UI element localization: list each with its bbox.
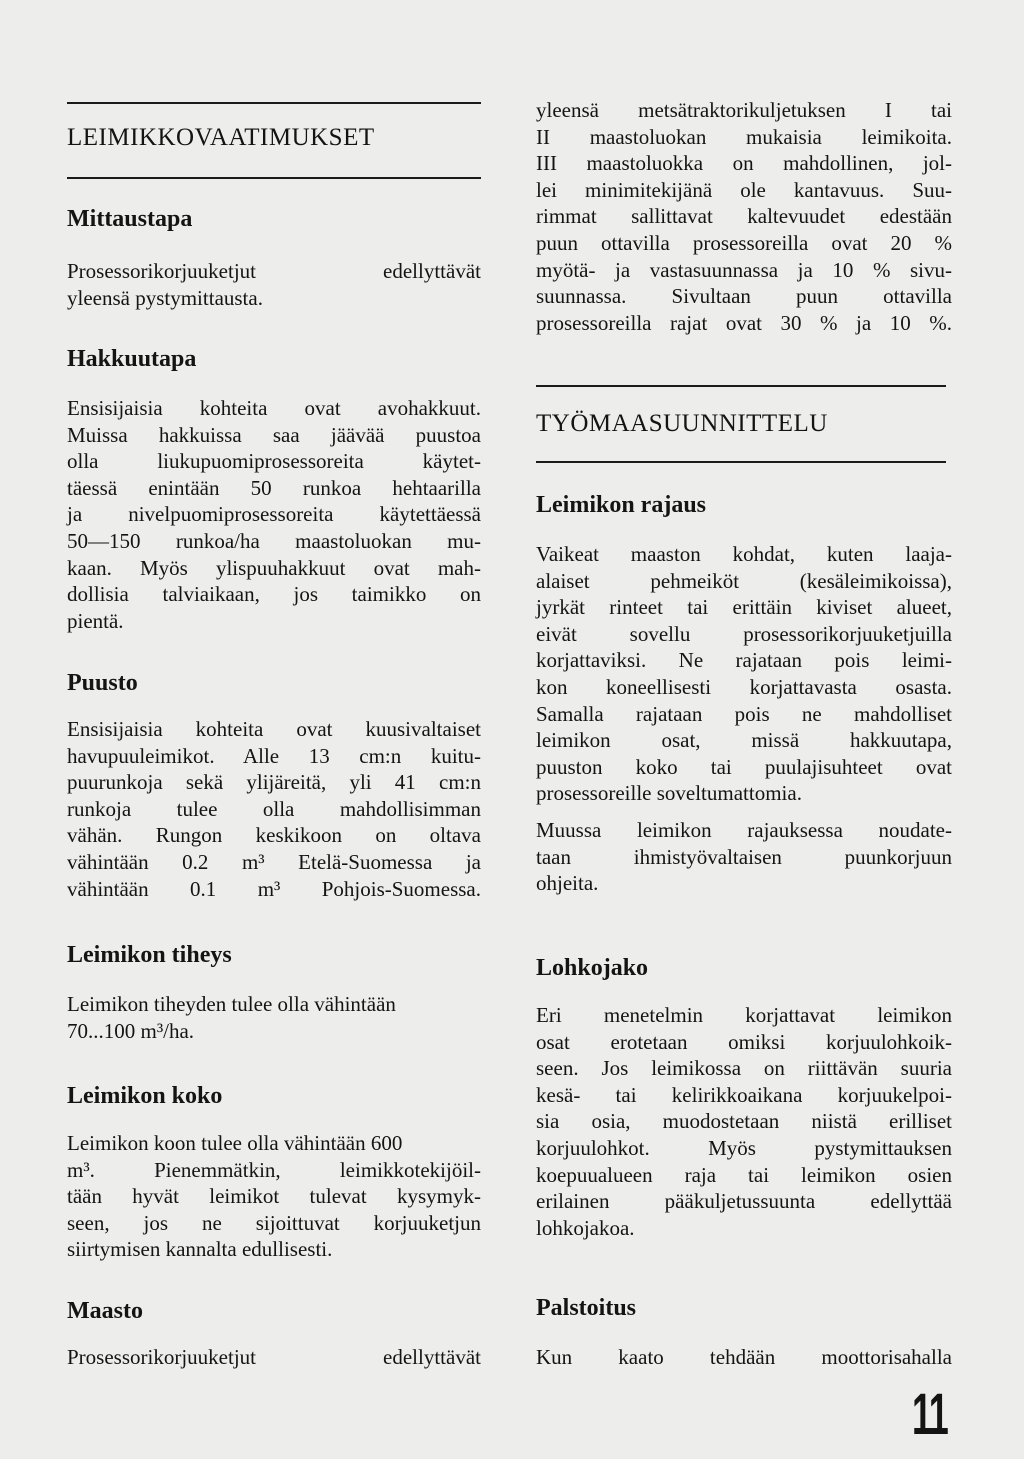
text-line: myötä- ja vastasuunnassa ja 10 % sivu- [536, 257, 952, 282]
text-line: osat erotetaan omiksi korjuulohkoik- [536, 1029, 952, 1054]
text-line: yleensä pystymittausta. [67, 285, 263, 310]
text-line: korjattaviksi. Ne rajataan pois leimi- [536, 648, 952, 673]
paragraph-leimikon-rajaus-2 [536, 817, 952, 897]
text-line: seen, jos ne sijoittuvat korjuuketjun [67, 1210, 481, 1235]
text-line: lohkojakoa. [536, 1215, 635, 1240]
paragraph-mittaustapa [67, 258, 481, 311]
section-rule-bottom [67, 177, 481, 179]
paragraph-hakkuutapa [67, 395, 481, 634]
heading-mittaustapa: Mittaustapa [67, 206, 193, 232]
paragraph-maasto [67, 1344, 481, 1371]
text-line: kaan. Myös ylispuuhakkuut ovat mah- [67, 555, 481, 580]
paragraph-leimikon-koko [67, 1130, 481, 1263]
section-title: TYÖMAASUUNNITTELU [536, 410, 828, 437]
text-line: täessä enintään 50 runkoa hehtaarilla [67, 475, 481, 500]
heading-maasto: Maasto [67, 1298, 143, 1324]
text-line: eivät sovellu prosessorikorjuuketjuilla [536, 621, 952, 646]
text-line: Prosessorikorjuuketjut edellyttävät [67, 259, 481, 283]
text-line: ohjeita. [536, 871, 599, 896]
text-line: tään hyvät leimikot tulevat kysymyk- [67, 1184, 481, 1209]
section-rule-top [536, 385, 946, 387]
text-line: Muissa hakkuissa saa jäävää puustoa [67, 422, 481, 447]
paragraph-leimikon-tiheys [67, 991, 481, 1044]
page-number: 11 [912, 1382, 948, 1447]
text-line: runkoja tulee olla mahdollisimman [67, 796, 481, 821]
text-line: Prosessorikorjuuketjut edellyttävät [67, 1345, 481, 1369]
text-line: II maastoluokan mukaisia leimikoita. [536, 124, 952, 149]
heading-lohkojako: Lohkojako [536, 955, 649, 981]
text-line: sia osia, muodostetaan niistä erilliset [536, 1109, 952, 1134]
text-line: Leimikon tiheyden tulee olla vähintään [67, 992, 396, 1016]
text-line: siirtymisen kannalta edullisesti. [67, 1237, 333, 1262]
heading-puusto: Puusto [67, 670, 138, 696]
text-line: yleensä metsätraktorikuljetuksen I tai [536, 98, 952, 122]
text-line: III maastoluokka on mahdollinen, jol- [536, 151, 952, 176]
text-line: Ensisijaisia kohteita ovat avohakkuut. [67, 396, 481, 420]
text-line: erilainen pääkuljetussuunta edellyttää [536, 1189, 952, 1214]
text-line: Leimikon koon tulee olla vähintään 600 [67, 1131, 403, 1155]
text-line: puun ottavilla prosessoreilla ovat 20 % [536, 230, 952, 255]
text-line: Samalla rajataan pois ne mahdolliset [536, 701, 952, 726]
text-line: Muussa leimikon rajauksessa noudate- [536, 818, 952, 842]
text-line: pientä. [67, 608, 124, 633]
text-line: m³. Pienemmätkin, leimikkotekijöil- [67, 1157, 481, 1182]
heading-palstoitus: Palstoitus [536, 1295, 637, 1321]
text-line: korjuulohkot. Myös pystymittauksen [536, 1135, 952, 1160]
text-line: rimmat sallittavat kaltevuudet edestään [536, 204, 952, 229]
text-line: seen. Jos leimikossa on riittävän suuria [536, 1056, 952, 1081]
text-line: vähintään 0.1 m³ Pohjois-Suomessa. [67, 876, 481, 901]
heading-leimikon-rajaus: Leimikon rajaus [536, 492, 707, 518]
paragraph-puusto [67, 716, 481, 902]
section-title: LEIMIKKOVAATIMUKSET [67, 124, 375, 151]
text-line: havupuuleimikot. Alle 13 cm:n kuitu- [67, 743, 481, 768]
text-line: puuston koko tai puulajisuhteet ovat [536, 754, 952, 779]
text-line: lei minimitekijänä ole kantavuus. Suu- [536, 177, 952, 202]
text-line: suunnassa. Sivultaan puun ottavilla [536, 284, 952, 309]
text-line: Kun kaato tehdään moottorisahalla [536, 1345, 952, 1369]
text-line: prosessoreille soveltumattomia. [536, 781, 802, 806]
text-line: alaiset pehmeiköt (kesäleimikoissa), [536, 568, 952, 593]
text-line: vähän. Rungon keskikoon on oltava [67, 823, 481, 848]
heading-leimikon-tiheys: Leimikon tiheys [67, 942, 232, 968]
section-rule-bottom [536, 461, 946, 463]
text-line: puurunkoja sekä ylijäreitä, yli 41 cm:n [67, 770, 481, 795]
text-line: 70...100 m³/ha. [67, 1018, 195, 1043]
section-rule-top [67, 102, 481, 104]
text-line: prosessoreilla rajat ovat 30 % ja 10 %. [536, 310, 952, 335]
text-line: Vaikeat maaston kohdat, kuten laaja- [536, 542, 952, 566]
text-line: 50—150 runkoa/ha maastoluokan mu- [67, 528, 481, 553]
text-line: taan ihmistyövaltaisen puunkorjuun [536, 844, 952, 869]
text-line: olla liukupuomiprosessoreita käytet- [67, 449, 481, 474]
text-line: Eri menetelmin korjattavat leimikon [536, 1003, 952, 1027]
text-line: dollisia talviaikaan, jos taimikko on [67, 582, 481, 607]
heading-leimikon-koko: Leimikon koko [67, 1083, 223, 1109]
text-line: ja nivelpuomiprosessoreita käytettäessä [67, 502, 481, 527]
text-line: vähintään 0.2 m³ Etelä-Suomessa ja [67, 849, 481, 874]
paragraph-lohkojako [536, 1002, 952, 1241]
paragraph-intro [536, 97, 952, 336]
paragraph-leimikon-rajaus [536, 541, 952, 807]
paragraph-palstoitus [536, 1344, 952, 1371]
text-line: kon koneellisesti korjattavasta osasta. [536, 674, 952, 699]
text-line: kesä- tai kelirikkoaikana korjuukelpoi- [536, 1082, 952, 1107]
text-line: leimikon osat, missä hakkuutapa, [536, 728, 952, 753]
heading-hakkuutapa: Hakkuutapa [67, 346, 197, 372]
text-line: jyrkät rinteet tai erittäin kiviset alueet, [536, 595, 952, 620]
text-line: koepuualueen raja tai leimikon osien [536, 1162, 952, 1187]
text-line: Ensisijaisia kohteita ovat kuusivaltaiset [67, 717, 481, 741]
